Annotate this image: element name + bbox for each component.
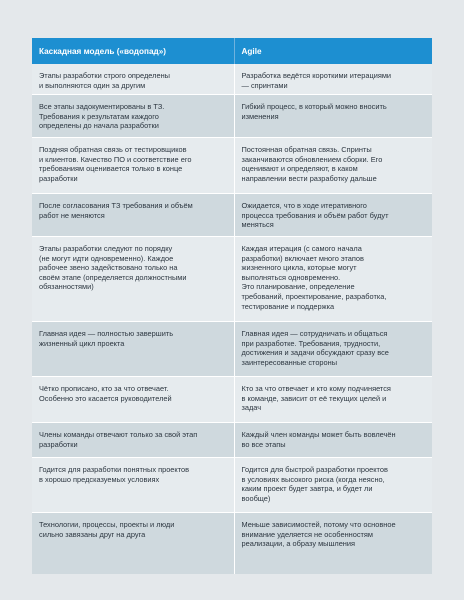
table-row [32, 423, 432, 458]
waterfall-cell: Технологии, процессы, проекты и люди сильно завязаны друг на друга [39, 520, 175, 539]
waterfall-cell: Поздняя обратная связь от тестировщиков и клиентов. Качество ПО и соответствие его требованиям оценивается только в конце разработки [39, 145, 192, 183]
waterfall-cell: После согласования ТЗ требования и объём работ не меняются [39, 201, 193, 220]
agile-cell: Ожидается, что в ходе итеративного процесса требования и объём работ будут меняться [241, 201, 389, 230]
table-row [32, 95, 432, 138]
agile-cell: Годится для быстрой разработки проектов в условиях высокого риска (когда неясно, каким проект будет завтра, и будет ли вообще) [241, 465, 388, 503]
table-row [32, 64, 432, 95]
header-agile: Agile [241, 46, 262, 56]
agile-cell: Каждый член команды может быть вовлечён во все этапы [241, 430, 396, 449]
table-row [32, 194, 432, 237]
table-header [32, 38, 432, 64]
table-row [32, 322, 432, 377]
agile-cell: Постоянная обратная связь. Спринты заканчиваются обновлением сборки. Его оценивают и определяют, в каком направлении вести разработку дальше [241, 145, 383, 183]
agile-cell: Кто за что отвечает и кто кому подчиняется в команде, зависит от её текущих целей и задач [241, 384, 391, 413]
agile-cell: Гибкий процесс, в который можно вносить изменения [241, 102, 387, 121]
table-row [32, 458, 432, 513]
comparison-table [32, 38, 432, 574]
waterfall-cell: Члены команды отвечают только за свой этап разработки [39, 430, 198, 449]
waterfall-cell: Годится для разработки понятных проектов в хорошо предсказуемых условиях [39, 465, 190, 484]
table-row [32, 138, 432, 194]
agile-cell: Разработка ведётся короткими итерациями — спринтами [241, 71, 392, 90]
table-row [32, 377, 432, 423]
waterfall-cell: Главная идея — полностью завершить жизненный цикл проекта [39, 329, 174, 348]
table-body [32, 64, 432, 574]
agile-cell: Каждая итерация (с самого начала разработки) включает много этапов жизненного цикла, которые могут выполняться одновременно. Это планирование, определение требований, проектирование, разработка, тестирование и поддержка [241, 244, 387, 311]
waterfall-cell: Чётко прописано, кто за что отвечает. Особенно это касается руководителей [39, 384, 172, 403]
table-row [32, 513, 432, 574]
agile-cell: Главная идея — сотрудничать и общаться при разработке. Требования, трудности, достижения и задачи обсуждают сразу все заинтересованные стороны [241, 329, 389, 367]
agile-cell: Меньше зависимостей, потому что основное внимание уделяется не особенностям реализации, а образу мышления [241, 520, 396, 549]
table-row [32, 237, 432, 322]
waterfall-cell: Все этапы задокументированы в ТЗ. Требования к результатам каждого определены до начала разработки [39, 102, 165, 131]
waterfall-cell: Этапы разработки следуют по порядку (не могут идти одновременно). Каждое рабочее звено задействовано только на своём этапе (определяется должностными обязанностями) [39, 244, 187, 292]
waterfall-cell: Этапы разработки строго определены и выполняются один за другим [39, 71, 170, 90]
header-waterfall: Каскадная модель («водопад») [39, 46, 166, 56]
